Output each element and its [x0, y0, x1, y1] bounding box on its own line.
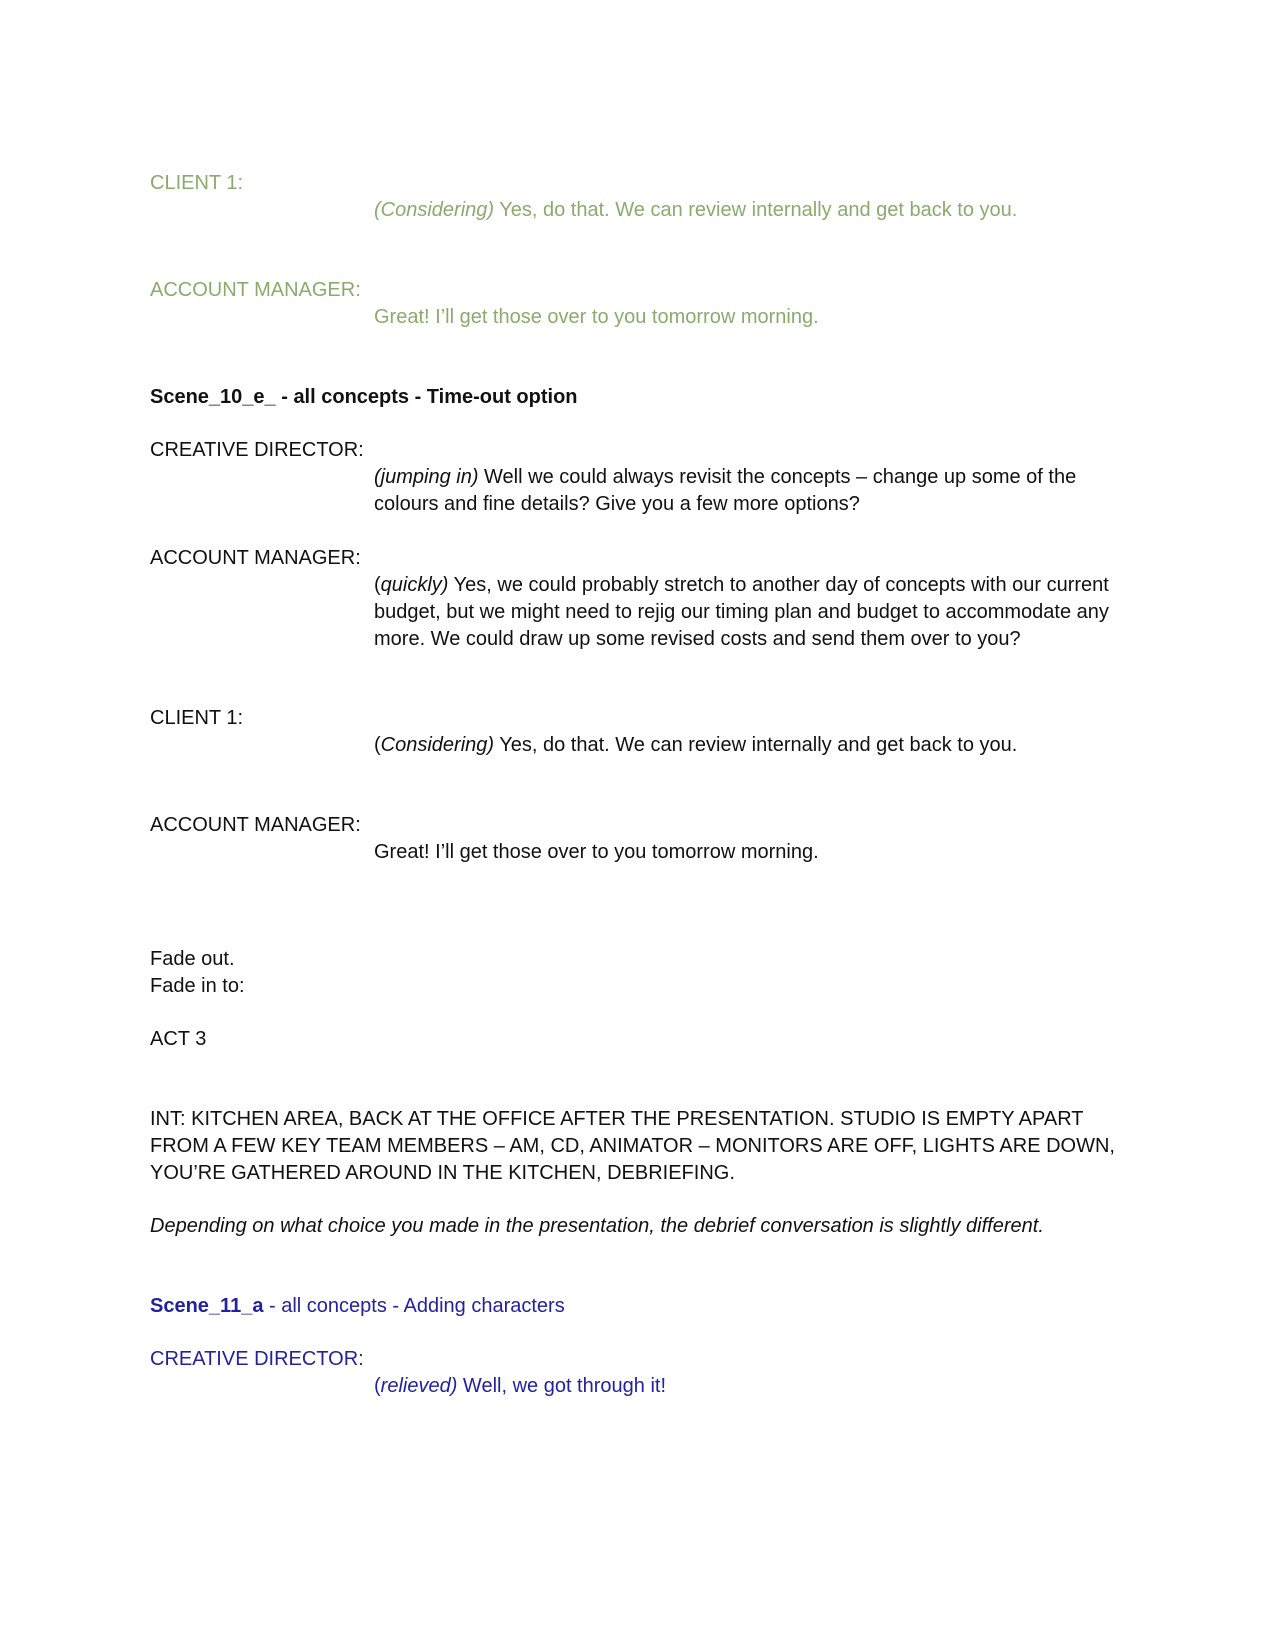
dialogue-text: Yes, do that. We can review internally and get back to you. — [494, 199, 1018, 221]
scene-note: Depending on what choice you made in the presentation, the debrief conversation is slightly different. — [150, 1215, 1044, 1237]
speaker-client-1: CLIENT 1: — [150, 707, 243, 729]
dialogue-creative-director — [374, 1373, 1134, 1400]
transition-fade-in: Fade in to: — [150, 975, 245, 997]
dialogue-text: Well, we got through it! — [457, 1375, 666, 1397]
dialogue-client-1 — [374, 732, 1134, 759]
scene-heading-10e: Scene_10_e_ - all concepts - Time-out option — [150, 386, 578, 408]
speaker-creative-director: CREATIVE DIRECTOR: — [150, 439, 364, 461]
speaker-account-manager: ACCOUNT MANAGER: — [150, 547, 361, 569]
scene-id: Scene_11_a — [150, 1295, 264, 1317]
dialogue-client-1 — [374, 197, 1134, 224]
dialogue-account-manager: Great! I’ll get those over to you tomorrow morning. — [374, 306, 819, 328]
speaker-creative-director: CREATIVE DIRECTOR: — [150, 1348, 364, 1370]
dialogue-account-manager — [374, 572, 1134, 653]
parenthetical: Considering) — [380, 734, 495, 756]
dialogue-text: Yes, do that. We can review internally and get back to you. — [494, 734, 1018, 756]
act-heading: ACT 3 — [150, 1028, 207, 1050]
speaker-account-manager: ACCOUNT MANAGER: — [150, 279, 361, 301]
speaker-account-manager: ACCOUNT MANAGER: — [150, 814, 361, 836]
parenthetical: (Considering) — [374, 199, 495, 221]
scene-description: INT: KITCHEN AREA, BACK AT THE OFFICE AFTER THE PRESENTATION. STUDIO IS EMPTY APART FROM A FEW KEY TEAM MEMBERS – AM, CD, ANIMATOR – MONITORS ARE OFF, LIGHTS ARE DOWN, YOU’RE GATHERED AROUND IN THE KITCHEN, DEBRIEFING. — [150, 1108, 1115, 1184]
scene-heading-11a — [150, 1293, 565, 1320]
dialogue-text: Yes, we could probably stretch to another day of concepts with our current budget, but we might need to rejig our timing plan and budget to accommodate any more. We could draw up some revised costs and send them over to you? — [374, 574, 1109, 650]
paren-open: ( — [374, 574, 381, 596]
parenthetical: (jumping in) — [374, 466, 479, 488]
speaker-client-1: CLIENT 1: — [150, 172, 243, 194]
dialogue-account-manager: Great! I’ll get those over to you tomorrow morning. — [374, 841, 819, 863]
parenthetical: relieved) — [380, 1375, 458, 1397]
paren-open: ( — [374, 734, 381, 756]
scene-title: - all concepts - Adding characters — [263, 1295, 565, 1317]
dialogue-creative-director — [374, 464, 1134, 518]
dialogue-text: Well we could always revisit the concepts – change up some of the colours and fine details? Give you a few more options? — [374, 466, 1077, 515]
parenthetical: quickly) — [380, 574, 449, 596]
transition-fade-out: Fade out. — [150, 948, 235, 970]
paren-open: ( — [374, 1375, 381, 1397]
